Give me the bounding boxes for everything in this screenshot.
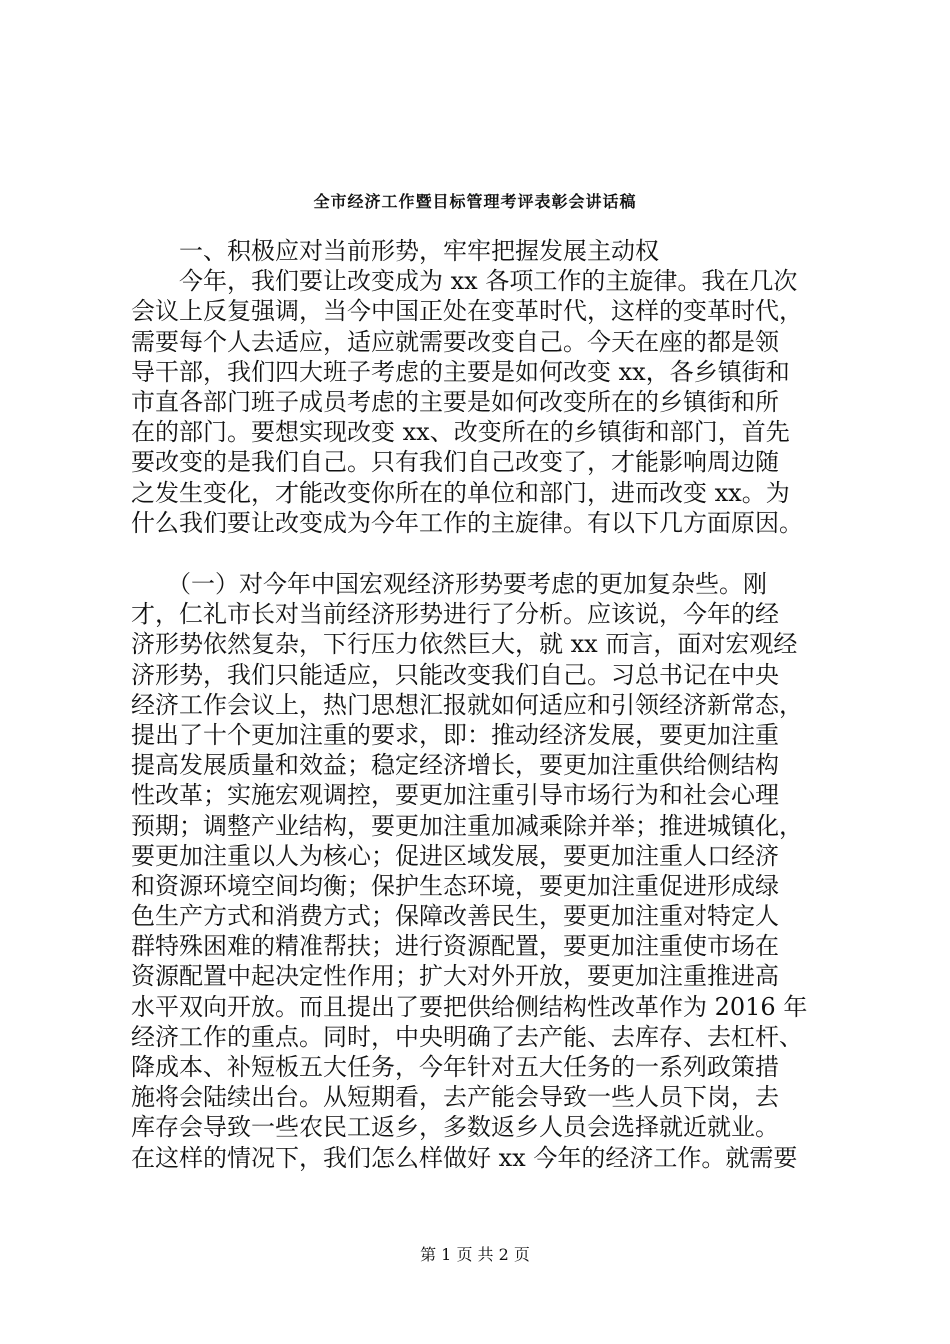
section-heading: 一、积极应对当前形势，牢牢把握发展主动权	[179, 237, 659, 265]
paragraph-line: 今年，我们要让改变成为 xx 各项工作的主旋律。我在几次	[179, 267, 798, 296]
document-title: 全市经济工作暨目标管理考评表彰会讲话稿	[313, 192, 637, 211]
paragraph-block-2	[131, 569, 851, 1173]
paragraph-line: 在的部门。要想实现改变 xx、改变所在的乡镇街和部门，首先	[131, 418, 790, 447]
paragraph-line: 济形势依然复杂，下行压力依然巨大，就 xx 而言，面对宏观经	[131, 630, 798, 659]
paragraph-line: （一）对今年中国宏观经济形势要考虑的更加复杂些。刚	[167, 570, 767, 598]
paragraph-line: 要更加注重以人为核心；促进区域发展，要更加注重人口经济	[131, 841, 779, 870]
paragraph-line: 要改变的是我们自己。只有我们自己改变了，才能影响周边随	[131, 448, 779, 477]
paragraph-line: 施将会陆续出台。从短期看，去产能会导致一些人员下岗，去	[131, 1083, 779, 1112]
paragraph-line: 提高发展质量和效益；稳定经济增长，要更加注重供给侧结构	[131, 751, 779, 780]
page-number-footer: 第 1 页 共 2 页	[420, 1245, 530, 1264]
paragraph-line: 在这样的情况下，我们怎么样做好 xx 今年的经济工作。就需要	[131, 1143, 798, 1172]
paragraph-line: 经济工作会议上，热门思想汇报就如何适应和引领经济新常态，	[131, 690, 803, 719]
paragraph-line: 水平双向开放。而且提出了要把供给侧结构性改革作为 2016 年	[131, 992, 808, 1021]
paragraph-line: 经济工作的重点。同时，中央明确了去产能、去库存、去杠杆、	[131, 1022, 803, 1051]
paragraph-line: 需要每个人去适应，适应就需要改变自己。今天在座的都是领	[131, 327, 779, 356]
paragraph-line: 色生产方式和消费方式；保障改善民生，要更加注重对特定人	[131, 902, 779, 931]
paragraph-line: 群特殊困难的精准帮扶；进行资源配置，要更加注重使市场在	[131, 932, 779, 961]
paragraph-line: 提出了十个更加注重的要求，即：推动经济发展，要更加注重	[131, 720, 779, 749]
paragraph-line: 预期；调整产业结构，要更加注重加减乘除并举；推进城镇化，	[131, 811, 803, 840]
paragraph-line: 之发生变化，才能改变你所在的单位和部门，进而改变 xx。为	[131, 478, 790, 507]
paragraph-line: 会议上反复强调，当今中国正处在变革时代，这样的变革时代，	[131, 297, 803, 326]
paragraph-line: 市直各部门班子成员考虑的主要是如何改变所在的乡镇街和所	[131, 387, 779, 416]
paragraph-line: 什么我们要让改变成为今年工作的主旋律。有以下几方面原因。	[131, 508, 803, 537]
paragraph-line: 性改革；实施宏观调控，要更加注重引导市场行为和社会心理	[131, 781, 779, 810]
paragraph-line: 和资源环境空间均衡；保护生态环境，要更加注重促进形成绿	[131, 871, 779, 900]
paragraph-line: 才，仁礼市长对当前经济形势进行了分析。应该说，今年的经	[131, 600, 779, 629]
paragraph-line: 降成本、补短板五大任务，今年针对五大任务的一系列政策措	[131, 1053, 779, 1081]
paragraph-block-1	[131, 236, 851, 538]
paragraph-line: 库存会导致一些农民工返乡，多数返乡人员会选择就近就业。	[131, 1113, 779, 1142]
paragraph-line: 资源配置中起决定性作用；扩大对外开放，要更加注重推进高	[131, 962, 779, 991]
paragraph-line: 导干部，我们四大班子考虑的主要是如何改变 xx，各乡镇街和	[131, 357, 790, 386]
paragraph-line: 济形势，我们只能适应，只能改变我们自己。习总书记在中央	[131, 660, 779, 689]
